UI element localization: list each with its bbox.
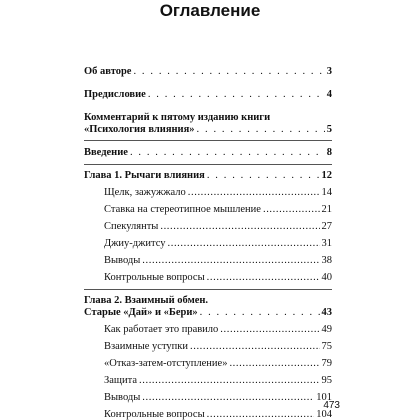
toc-entry-page: 38: [321, 255, 332, 266]
toc-entry-about-author[interactable]: [84, 66, 332, 78]
toc-entry-page: 14: [321, 187, 332, 198]
dot-leader: [207, 272, 320, 284]
toc-entry-page: 21: [321, 204, 332, 215]
toc-entry-label: Глава 1. Рычаги влияния: [84, 170, 205, 181]
toc-entry-label: Спекулянты: [104, 221, 159, 232]
section-divider: [84, 164, 332, 165]
toc-entry-introduction[interactable]: [84, 147, 332, 159]
toc-entry-page: 27: [321, 221, 332, 232]
toc-entry-page: 49: [321, 324, 332, 335]
dot-leader: [207, 409, 315, 420]
toc-entry-page: 8: [326, 147, 332, 158]
dot-leader: [148, 89, 325, 101]
toc-subentry[interactable]: [104, 375, 332, 387]
toc-entry-page: 101: [316, 392, 332, 403]
toc-entry-label: Контрольные вопросы: [104, 272, 205, 283]
toc-entry-page: 43: [321, 307, 332, 318]
toc-entry-page: 104: [316, 409, 332, 420]
toc-entry-label: Выводы: [104, 255, 141, 266]
toc-entry-label-line1: Глава 2. Взаимный обмен.: [84, 295, 209, 306]
toc-entry-page: 79: [321, 358, 332, 369]
toc-entry-label: Об авторе: [84, 66, 132, 77]
toc-subentry[interactable]: [104, 221, 332, 233]
toc-entry-label: Взаимные уступки: [104, 341, 188, 352]
toc-entry-preface[interactable]: [84, 89, 332, 101]
dot-leader: [168, 238, 320, 250]
dot-leader: [190, 341, 320, 353]
toc-entry-label: Защита: [104, 375, 138, 386]
toc-entry-label: Выводы: [104, 392, 141, 403]
toc-entry-chapter-2[interactable]: [84, 295, 332, 319]
toc-entry-label: Как работает это правило: [104, 324, 219, 335]
toc-subentry[interactable]: [104, 358, 332, 370]
section-divider: [84, 140, 332, 141]
toc-entry-label: «Отказ-затем-отступление»: [104, 358, 228, 369]
dot-leader: [263, 204, 320, 216]
toc-subentry[interactable]: [104, 324, 332, 336]
dot-leader: [130, 147, 325, 159]
toc-entry-fifth-edition-comment[interactable]: [84, 112, 332, 136]
dot-leader: [188, 187, 320, 199]
toc-entry-page: 5: [326, 124, 332, 135]
page-number: 473: [323, 400, 340, 411]
toc-entry-page: 4: [326, 89, 332, 100]
dot-leader: [197, 124, 325, 136]
toc-entry-label: Джиу-джитсу: [104, 238, 166, 249]
toc-entry-chapter-1[interactable]: [84, 170, 332, 182]
toc-subentry[interactable]: [104, 255, 332, 267]
section-divider: [84, 289, 332, 290]
toc-subentry[interactable]: [104, 272, 332, 284]
toc-entry-page: 31: [321, 238, 332, 249]
toc-subentry[interactable]: [104, 204, 332, 216]
toc-subentry[interactable]: [104, 187, 332, 199]
toc-entry-label: Предисловие: [84, 89, 146, 100]
dot-leader: [139, 375, 319, 387]
dot-leader: [142, 255, 319, 267]
dot-leader: [220, 324, 319, 336]
toc-entry-label-line1: Комментарий к пятому изданию книги: [84, 112, 271, 123]
dot-leader: [142, 392, 314, 404]
dot-leader: [200, 307, 320, 319]
toc-entry-page: 3: [326, 66, 332, 77]
toc-subentry[interactable]: [104, 341, 332, 353]
toc-entry-label: Ставка на стереотипное мышление: [104, 204, 261, 215]
toc-subentry[interactable]: [104, 238, 332, 250]
toc-entry-page: 40: [321, 272, 332, 283]
toc-entry-page: 95: [321, 375, 332, 386]
dot-leader: [160, 221, 319, 233]
toc-subentry[interactable]: [104, 392, 332, 404]
dot-leader: [133, 66, 324, 78]
toc-entry-page: 12: [321, 170, 332, 181]
dot-leader: [229, 358, 319, 370]
toc-entry-label: Щелк, зажужжало: [104, 187, 186, 198]
toc-entry-page: 75: [321, 341, 332, 352]
toc-entry-label: Старые «Дай» и «Бери»: [84, 307, 198, 318]
toc-entry-label: Введение: [84, 147, 128, 158]
toc-entry-label: «Психология влияния»: [84, 124, 195, 135]
toc-subentry[interactable]: [104, 409, 332, 420]
dot-leader: [207, 170, 320, 182]
toc-entry-label: Контрольные вопросы: [104, 409, 205, 420]
page-title: Оглавление: [159, 1, 261, 20]
